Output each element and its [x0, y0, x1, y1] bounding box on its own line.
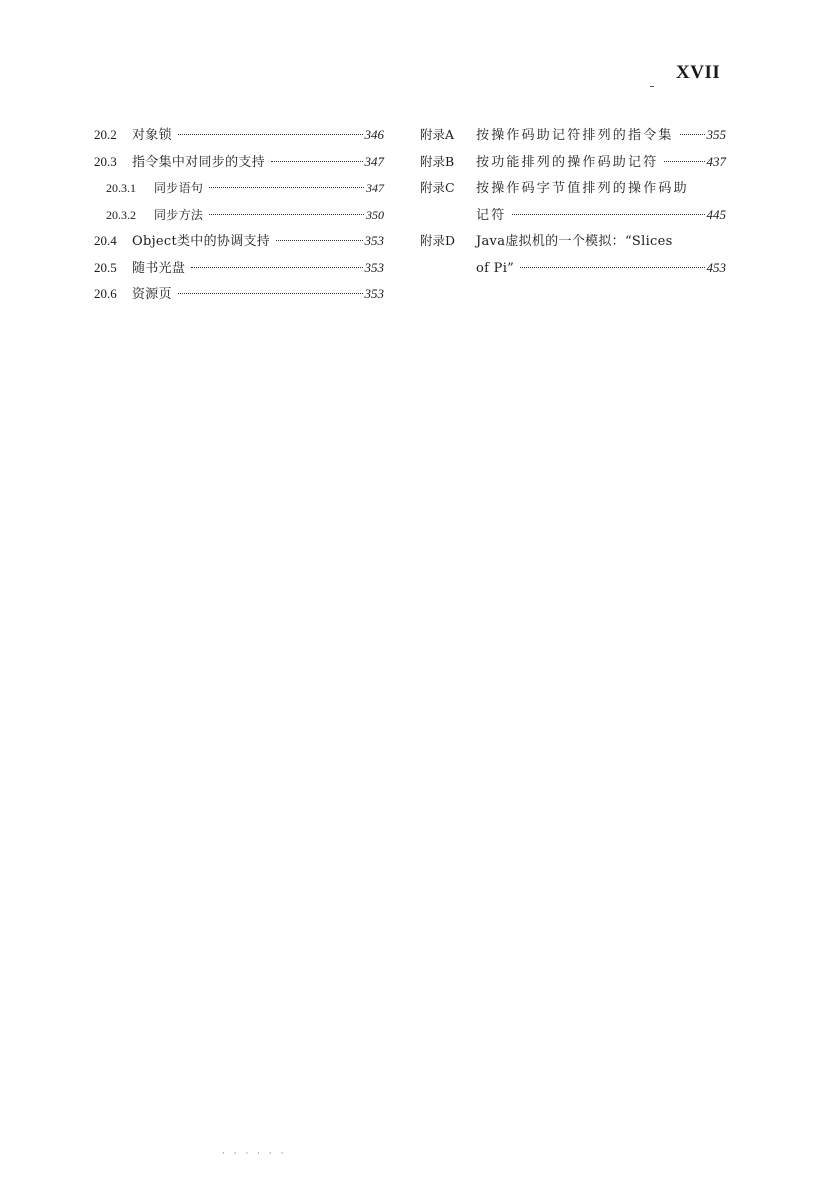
toc-subentry[interactable]	[94, 175, 384, 202]
page-ref: 353	[364, 286, 384, 301]
toc-entry[interactable]	[94, 255, 384, 282]
dot-leader	[178, 293, 363, 294]
appendix-title: Java虚拟机的一个模拟：“Slices	[476, 234, 673, 249]
dot-leader	[276, 240, 362, 241]
section-title: Object类中的协调支持	[132, 234, 271, 249]
section-title: 随书光盘	[132, 260, 186, 276]
dot-leader	[209, 214, 364, 215]
scan-mark	[650, 86, 654, 87]
toc-right-column	[420, 122, 726, 281]
dot-leader	[178, 134, 363, 135]
toc-entry[interactable]	[94, 281, 384, 308]
section-title: 资源页	[132, 287, 172, 302]
page-ref: 437	[706, 153, 726, 169]
appendix-entry-d[interactable]	[420, 228, 726, 255]
appendix-title: 按操作码助记符排列的指令集	[476, 128, 674, 143]
page-ref: 353	[364, 233, 384, 248]
toc-entry[interactable]	[94, 122, 384, 149]
page-number: XVII	[676, 62, 721, 83]
section-number: 20.4	[94, 233, 117, 248]
footer-scan-marks: · · · · · ·	[222, 1149, 287, 1159]
page-ref: 445	[706, 206, 726, 222]
dot-leader	[512, 214, 704, 215]
toc-left-column	[94, 122, 384, 308]
section-number: 20.3.2	[106, 207, 136, 222]
dot-leader	[520, 267, 704, 268]
appendix-title: 按操作码字节值排列的操作码助	[476, 181, 689, 196]
section-title: 指令集中对同步的支持	[132, 154, 266, 170]
appendix-entry-d-continued[interactable]	[420, 255, 726, 282]
page-ref: 350	[366, 207, 384, 222]
page-ref: 346	[364, 127, 384, 142]
dot-leader	[664, 161, 704, 162]
dot-leader	[191, 267, 362, 268]
dot-leader	[271, 161, 362, 162]
appendix-title-continued: of Pi”	[476, 260, 515, 276]
section-number: 20.3	[94, 153, 117, 169]
section-title: 同步语句	[154, 181, 204, 195]
appendix-title-continued: 记符	[476, 207, 507, 223]
dot-leader	[680, 134, 705, 135]
page-ref: 353	[364, 259, 384, 275]
section-number: 20.5	[94, 259, 117, 275]
appendix-title: 按功能排列的操作码助记符	[476, 154, 659, 170]
appendix-entry-a[interactable]	[420, 122, 726, 149]
appendix-entry-b[interactable]	[420, 149, 726, 176]
appendix-label: 附录C	[420, 180, 455, 195]
toc-subentry[interactable]	[94, 202, 384, 229]
appendix-entry-c[interactable]	[420, 175, 726, 202]
section-number: 20.2	[94, 127, 117, 142]
toc-entry[interactable]	[94, 149, 384, 176]
section-title: 对象锁	[132, 128, 172, 143]
page-ref: 347	[366, 181, 384, 195]
appendix-label: 附录D	[420, 233, 456, 248]
section-number: 20.3.1	[106, 181, 136, 195]
page-ref: 355	[706, 127, 726, 142]
section-title: 同步方法	[154, 207, 204, 222]
appendix-label: 附录B	[420, 153, 455, 169]
appendix-entry-c-continued[interactable]	[420, 202, 726, 229]
toc-entry[interactable]	[94, 228, 384, 255]
page-ref: 347	[364, 153, 384, 169]
section-number: 20.6	[94, 286, 117, 301]
page-ref: 453	[706, 259, 726, 275]
appendix-label: 附录A	[420, 127, 455, 142]
dot-leader	[209, 187, 364, 188]
